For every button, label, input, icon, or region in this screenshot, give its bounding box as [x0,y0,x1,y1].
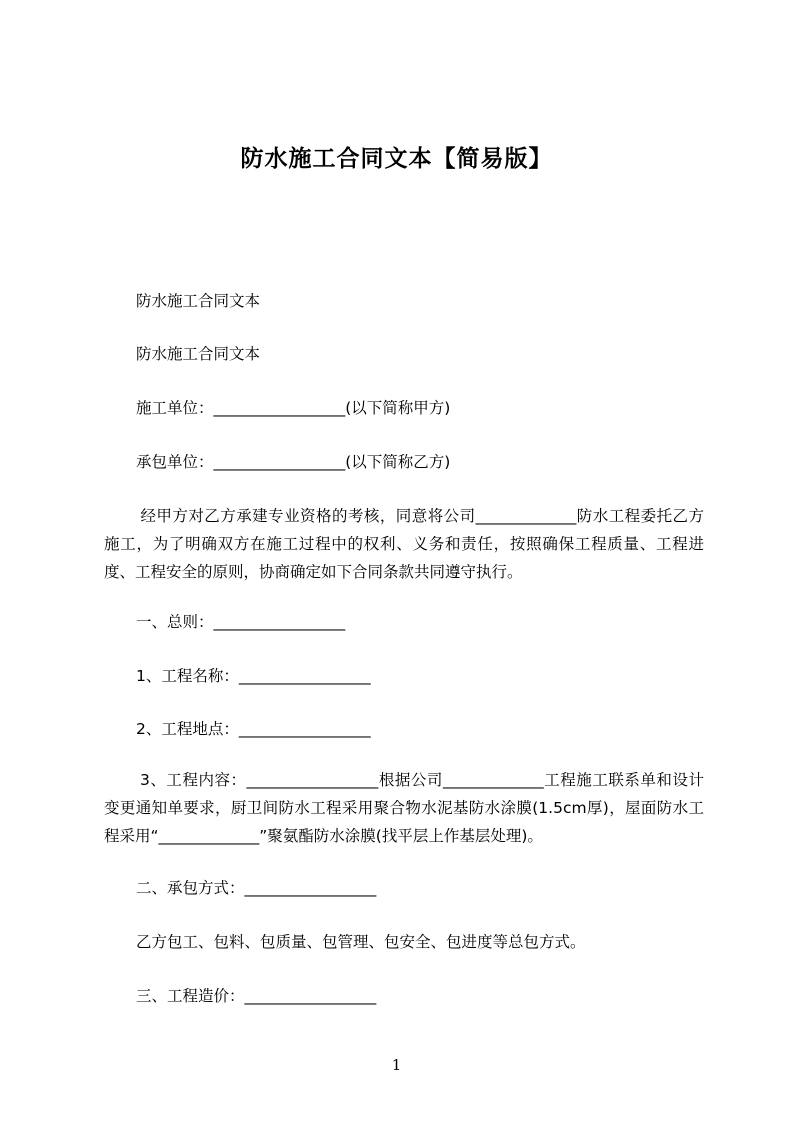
general-clause: 一、总则：_________________ [136,613,346,631]
subtitle-line-2: 防水施工合同文本 [136,345,261,363]
contract-method-detail: 乙方包工、包料、包质量、包管理、包安全、包进度等总包方式。 [136,933,586,951]
project-cost-clause: 三、工程造价：_________________ [136,987,377,1005]
project-location-line: 2、工程地点：_________________ [136,720,371,738]
page-number: 1 [391,1056,402,1074]
project-content-paragraph [104,766,704,850]
party-a-line: 施工单位：_________________(以下简称甲方) [136,399,451,417]
project-name-line: 1、工程名称：_________________ [136,667,371,685]
party-b-line: 承包单位：_________________(以下简称乙方) [136,453,451,471]
intro-paragraph [104,502,704,586]
subtitle-line-1: 防水施工合同文本 [136,292,261,310]
document-title: 防水施工合同文本【简易版】 [240,146,553,172]
project-content-text: 3、工程内容：_________________根据公司_____________工程施工联系单和设计变更通知单要求，厨卫间防水工程采用聚合物水泥基防水涂膜(1.5cm厚)，屋面防水工程采用“_____________”聚氨酯防水涂膜(找平层上作基层处理)。 [104,771,704,845]
intro-text: 经甲方对乙方承建专业资格的考核，同意将公司_____________防水工程委托乙方施工，为了明确双方在施工过程中的权利、义务和责任，按照确保工程质量、工程进度、工程安全的原则，协商确定如下合同条款共同遵守执行。 [104,507,704,581]
contract-method-clause: 二、承包方式：_________________ [136,879,377,897]
